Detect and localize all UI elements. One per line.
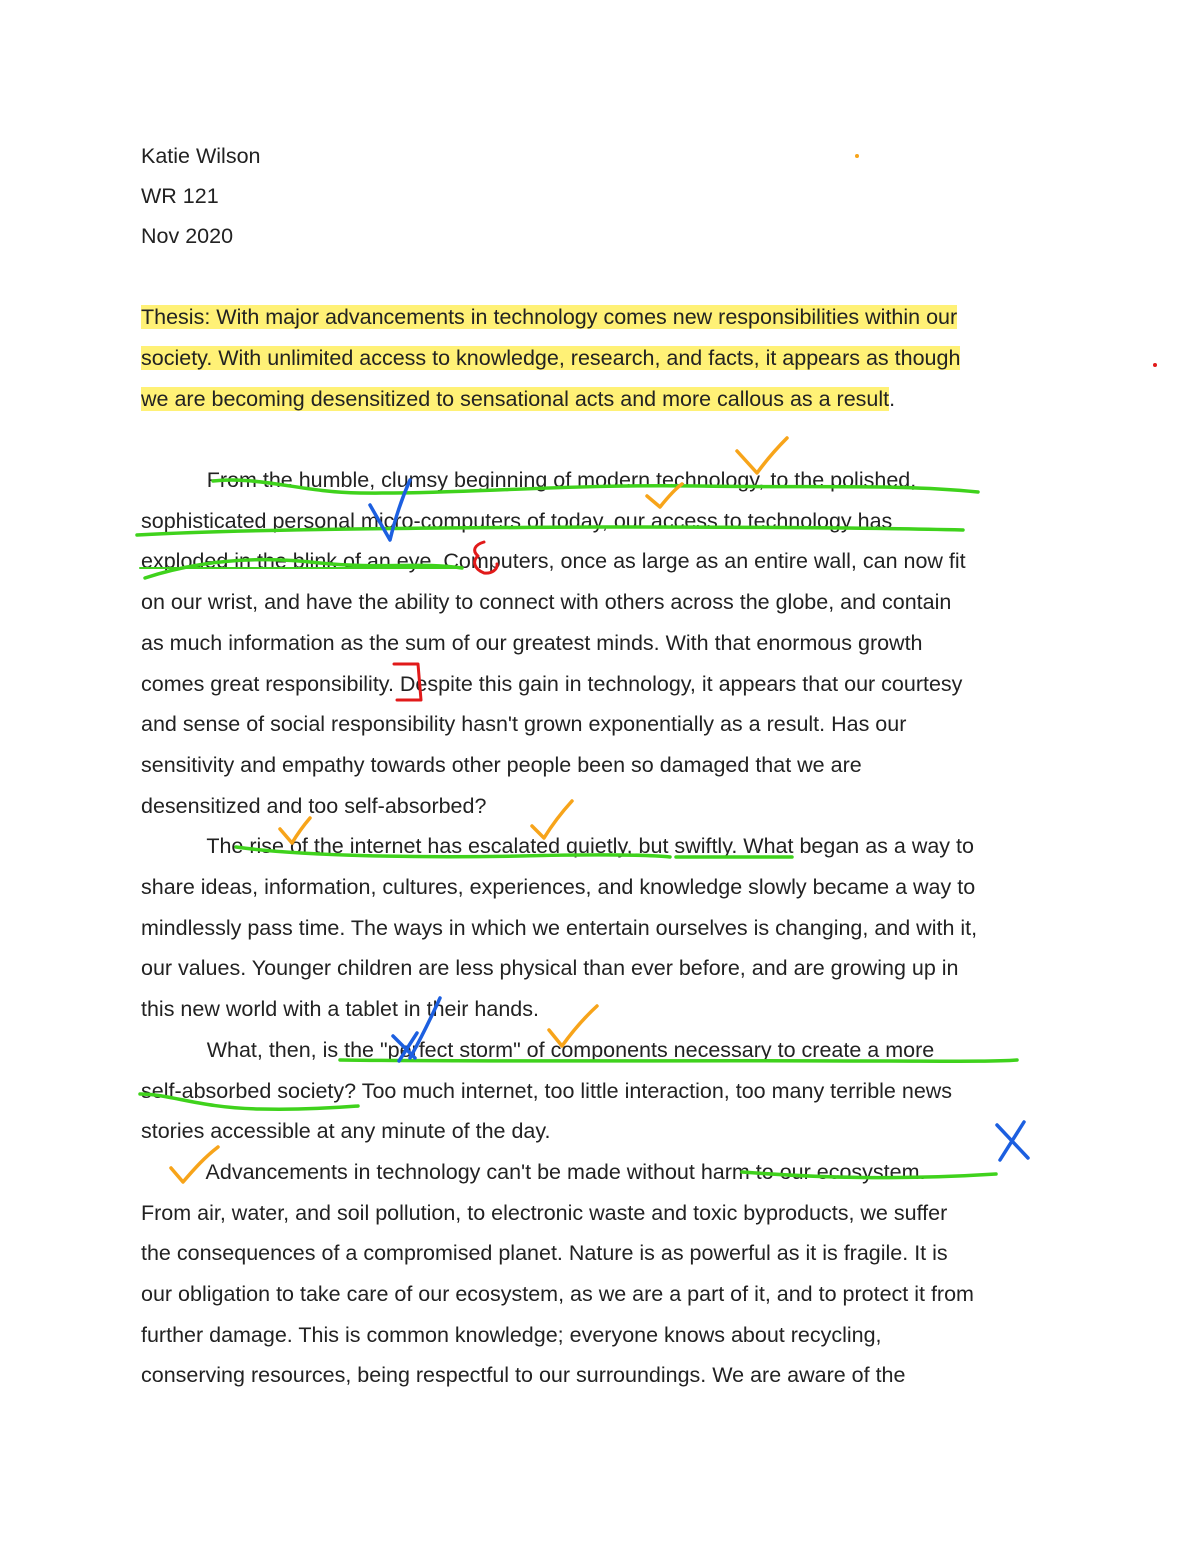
essay-line: our obligation to take care of our ecosystem, as we are a part of it, and to protect it from bbox=[141, 1282, 974, 1306]
thesis-period: . bbox=[889, 387, 896, 411]
essay-line: our values. Younger children are less physical than ever before, and are growing up in bbox=[141, 956, 959, 980]
essay-line: share ideas, information, cultures, experiences, and knowledge slowly became a way to bbox=[141, 875, 976, 899]
essay-line: as much information as the sum of our greatest minds. With that enormous growth bbox=[141, 631, 923, 655]
essay-line: stories accessible at any minute of the day. bbox=[141, 1119, 551, 1143]
course-code: WR 121 bbox=[141, 184, 219, 208]
essay-line: the consequences of a compromised planet. Nature is as powerful as it is fragile. It is bbox=[141, 1241, 948, 1265]
thesis-line bbox=[141, 303, 957, 331]
essay-line: exploded in the blink of an eye. Computers, once as large as an entire wall, can now fit bbox=[141, 549, 966, 573]
essay-line: and sense of social responsibility hasn't grown exponentially as a result. Has our bbox=[141, 712, 907, 736]
thesis-highlight: society. With unlimited access to knowledge, research, and facts, it appears as though bbox=[141, 346, 961, 370]
essay-line: sensitivity and empathy towards other people been so damaged that we are bbox=[141, 753, 862, 777]
thesis-line bbox=[141, 385, 895, 413]
essay-line: From the humble, clumsy beginning of modern technology, to the polished, bbox=[141, 468, 917, 492]
essay-line: mindlessly pass time. The ways in which we entertain ourselves is changing, and with it, bbox=[141, 916, 978, 940]
thesis-highlight: we are becoming desensitized to sensational acts and more callous as a result bbox=[141, 387, 890, 411]
essay-line: on our wrist, and have the ability to connect with others across the globe, and contain bbox=[141, 590, 952, 614]
essay-line: From air, water, and soil pollution, to electronic waste and toxic byproducts, we suffer bbox=[141, 1201, 948, 1225]
author-name: Katie Wilson bbox=[141, 144, 261, 168]
document-date: Nov 2020 bbox=[141, 224, 234, 248]
essay-line: Advancements in technology can't be made without harm to our ecosystem. bbox=[141, 1160, 926, 1184]
red-dot-mark bbox=[1153, 363, 1157, 367]
essay-line: further damage. This is common knowledge; everyone knows about recycling, bbox=[141, 1323, 882, 1347]
orange-dot-mark bbox=[855, 154, 859, 158]
essay-line: The rise of the internet has escalated quietly, but swiftly. What began as a way to bbox=[141, 834, 974, 858]
essay-line: What, then, is the "perfect storm" of components necessary to create a more bbox=[141, 1038, 935, 1062]
essay-line: self-absorbed society? Too much internet, too little interaction, too many terrible news bbox=[141, 1079, 953, 1103]
essay-line: conserving resources, being respectful to our surroundings. We are aware of the bbox=[141, 1363, 906, 1387]
essay-line: comes great responsibility. Despite this gain in technology, it appears that our courtesy bbox=[141, 672, 963, 696]
essay-line: sophisticated personal micro-computers of today, our access to technology has bbox=[141, 509, 893, 533]
blue-x-mark bbox=[997, 1122, 1028, 1160]
thesis-line bbox=[141, 344, 960, 372]
essay-line: this new world with a tablet in their hands. bbox=[141, 997, 539, 1021]
essay-line: desensitized and too self-absorbed? bbox=[141, 794, 487, 818]
thesis-highlight: Thesis: With major advancements in technology comes new responsibilities within our bbox=[141, 305, 958, 329]
